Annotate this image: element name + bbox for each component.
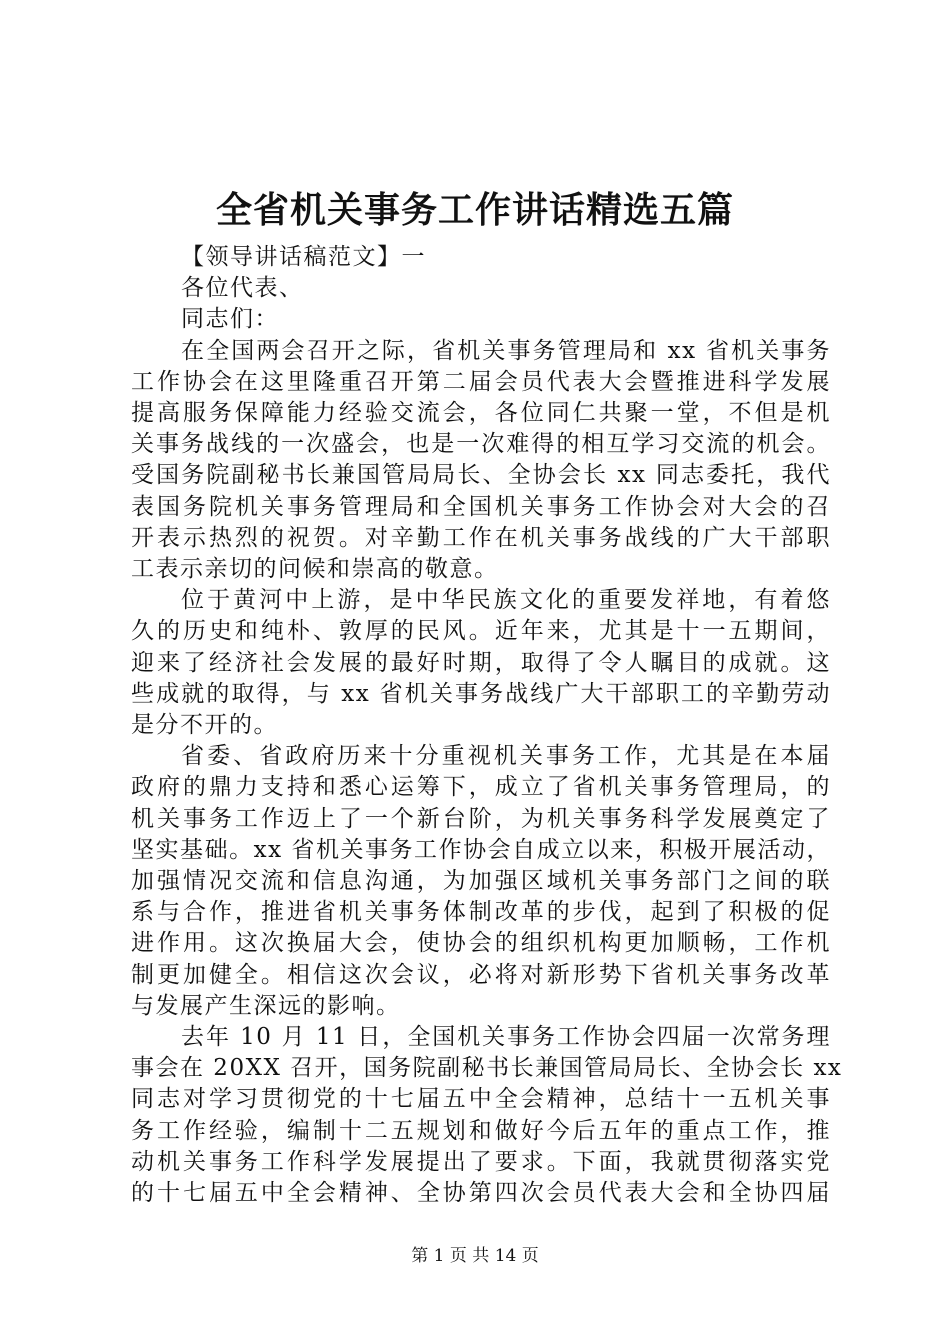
text-line: 省委、省政府历来十分重视机关事务工作，尤其是在本届	[181, 743, 831, 770]
text-line: 些成就的取得，与 xx 省机关事务战线广大干部职工的辛勤劳动	[131, 680, 831, 707]
text-line: 同志对学习贯彻党的十七届五中全会精神，总结十一五机关事	[131, 1086, 831, 1113]
text-line: 去年 10 月 11 日，全国机关事务工作协会四届一次常务理	[181, 1024, 831, 1051]
text-line: 坚实基础。xx 省机关事务工作协会自成立以来，积极开展活动，	[131, 836, 831, 863]
text-line: 久的历史和纯朴、敦厚的民风。近年来，尤其是十一五期间，	[131, 618, 831, 645]
text-line: 同志们：	[181, 306, 279, 333]
text-line: 是分不开的。	[131, 712, 278, 739]
text-line: 机关事务工作迈上了一个新台阶，为机关事务科学发展奠定了	[131, 805, 831, 832]
text-line: 事会在 20XX 召开，国务院副秘书长兼国管局局长、全协会长 xx	[131, 1055, 843, 1082]
page-footer: 第 1 页 共 14 页	[411, 1246, 539, 1266]
text-line: 系与合作，推进省机关事务体制改革的步伐，起到了积极的促	[131, 899, 831, 926]
text-line: 受国务院副秘书长兼国管局局长、全协会长 xx 同志委托，我代	[131, 462, 831, 489]
text-line: 工作协会在这里隆重召开第二届会员代表大会暨推进科学发展	[131, 368, 831, 395]
text-line: 务工作经验，编制十二五规划和做好今后五年的重点工作，推	[131, 1117, 831, 1144]
text-line: 位于黄河中上游，是中华民族文化的重要发祥地，有着悠	[181, 587, 831, 614]
document-title: 全省机关事务工作讲话精选五篇	[215, 189, 734, 231]
text-line: 制更加健全。相信这次会议，必将对新形势下省机关事务改革	[131, 961, 831, 988]
text-line: 在全国两会召开之际，省机关事务管理局和 xx 省机关事务	[181, 337, 831, 364]
text-line: 开表示热烈的祝贺。对辛勤工作在机关事务战线的广大干部职	[131, 524, 831, 551]
text-line: 政府的鼎力支持和悉心运筹下，成立了省机关事务管理局，的	[131, 774, 831, 801]
text-line: 工表示亲切的问候和崇高的敬意。	[131, 556, 499, 583]
text-line: 表国务院机关事务管理局和全国机关事务工作协会对大会的召	[131, 493, 831, 520]
document-body	[131, 242, 843, 1209]
text-line: 关事务战线的一次盛会，也是一次难得的相互学习交流的机会。	[131, 431, 831, 458]
text-line: 提高服务保障能力经验交流会，各位同仁共聚一堂，不但是机	[131, 400, 831, 427]
text-line: 的十七届五中全会精神、全协第四次会员代表大会和全协四届	[131, 1180, 831, 1207]
text-line: 进作用。这次换届大会，使协会的组织机构更加顺畅，工作机	[131, 930, 831, 957]
text-line: 【领导讲话稿范文】一	[181, 244, 426, 270]
text-line: 各位代表、	[181, 275, 304, 302]
text-line: 与发展产生深远的影响。	[131, 992, 401, 1019]
text-line: 迎来了经济社会发展的最好时期，取得了令人瞩目的成就。这	[131, 649, 831, 676]
text-line: 加强情况交流和信息沟通，为加强区域机关事务部门之间的联	[131, 868, 831, 895]
text-line: 动机关事务工作科学发展提出了要求。下面，我就贯彻落实党	[131, 1148, 831, 1175]
